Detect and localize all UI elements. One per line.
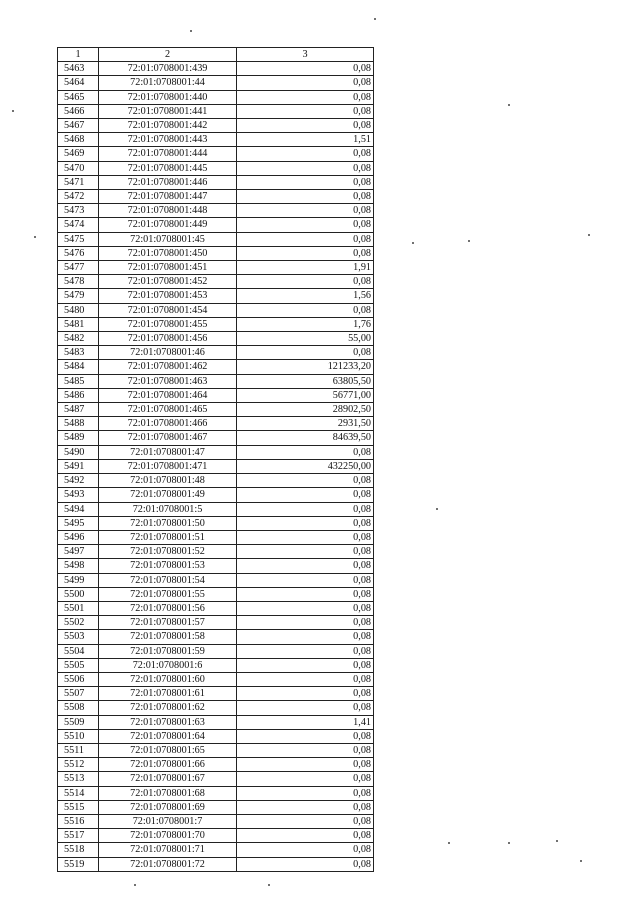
cadastral-number-cell: 72:01:0708001:48 xyxy=(99,474,237,488)
row-number-cell: 5477 xyxy=(58,261,99,275)
value-cell: 0,08 xyxy=(237,687,374,701)
row-number-cell: 5505 xyxy=(58,658,99,672)
table-row xyxy=(58,190,374,204)
row-number-cell: 5482 xyxy=(58,332,99,346)
table-row xyxy=(58,147,374,161)
header-col-2: 2 xyxy=(99,48,237,62)
value-cell: 1,56 xyxy=(237,289,374,303)
table-row xyxy=(58,687,374,701)
scan-speck xyxy=(374,18,376,20)
row-number-cell: 5503 xyxy=(58,630,99,644)
cadastral-number-cell: 72:01:0708001:450 xyxy=(99,246,237,260)
row-number-cell: 5513 xyxy=(58,772,99,786)
value-cell: 0,08 xyxy=(237,90,374,104)
cadastral-number-cell: 72:01:0708001:441 xyxy=(99,104,237,118)
value-cell: 0,08 xyxy=(237,530,374,544)
table-row xyxy=(58,403,374,417)
cadastral-number-cell: 72:01:0708001:455 xyxy=(99,317,237,331)
row-number-cell: 5514 xyxy=(58,786,99,800)
cadastral-number-cell: 72:01:0708001:62 xyxy=(99,701,237,715)
scan-speck xyxy=(268,884,270,886)
cadastral-number-cell: 72:01:0708001:467 xyxy=(99,431,237,445)
value-cell: 0,08 xyxy=(237,644,374,658)
value-cell: 0,08 xyxy=(237,701,374,715)
cadastral-number-cell: 72:01:0708001:444 xyxy=(99,147,237,161)
cadastral-number-cell: 72:01:0708001:59 xyxy=(99,644,237,658)
value-cell: 0,08 xyxy=(237,275,374,289)
value-cell: 0,08 xyxy=(237,758,374,772)
value-cell: 0,08 xyxy=(237,587,374,601)
row-number-cell: 5464 xyxy=(58,76,99,90)
table-row xyxy=(58,502,374,516)
cadastral-number-cell: 72:01:0708001:60 xyxy=(99,672,237,686)
scan-speck xyxy=(412,242,414,244)
row-number-cell: 5498 xyxy=(58,559,99,573)
table-row xyxy=(58,786,374,800)
cadastral-number-cell: 72:01:0708001:463 xyxy=(99,374,237,388)
value-cell: 63805,50 xyxy=(237,374,374,388)
cadastral-number-cell: 72:01:0708001:466 xyxy=(99,417,237,431)
value-cell: 56771,00 xyxy=(237,388,374,402)
value-cell: 0,08 xyxy=(237,843,374,857)
table-row xyxy=(58,701,374,715)
table-row xyxy=(58,715,374,729)
value-cell: 1,91 xyxy=(237,261,374,275)
table-row xyxy=(58,246,374,260)
table-row xyxy=(58,261,374,275)
value-cell: 1,41 xyxy=(237,715,374,729)
table-row xyxy=(58,232,374,246)
value-cell: 0,08 xyxy=(237,474,374,488)
scan-speck xyxy=(468,240,470,242)
row-number-cell: 5483 xyxy=(58,346,99,360)
row-number-cell: 5486 xyxy=(58,388,99,402)
cadastral-number-cell: 72:01:0708001:6 xyxy=(99,658,237,672)
table-row xyxy=(58,488,374,502)
row-number-cell: 5494 xyxy=(58,502,99,516)
value-cell: 0,08 xyxy=(237,246,374,260)
value-cell: 0,08 xyxy=(237,616,374,630)
row-number-cell: 5469 xyxy=(58,147,99,161)
cadastral-number-cell: 72:01:0708001:442 xyxy=(99,119,237,133)
scan-speck xyxy=(436,508,438,510)
cadastral-number-cell: 72:01:0708001:439 xyxy=(99,62,237,76)
scan-speck xyxy=(12,110,14,112)
row-number-cell: 5492 xyxy=(58,474,99,488)
table-row xyxy=(58,644,374,658)
table-row xyxy=(58,119,374,133)
table-row xyxy=(58,672,374,686)
value-cell: 0,08 xyxy=(237,630,374,644)
value-cell: 0,08 xyxy=(237,175,374,189)
row-number-cell: 5480 xyxy=(58,303,99,317)
cadastral-number-cell: 72:01:0708001:52 xyxy=(99,545,237,559)
cadastral-number-cell: 72:01:0708001:445 xyxy=(99,161,237,175)
row-number-cell: 5510 xyxy=(58,729,99,743)
row-number-cell: 5481 xyxy=(58,317,99,331)
row-number-cell: 5474 xyxy=(58,218,99,232)
value-cell: 0,08 xyxy=(237,346,374,360)
value-cell: 0,08 xyxy=(237,445,374,459)
row-number-cell: 5496 xyxy=(58,530,99,544)
row-number-cell: 5506 xyxy=(58,672,99,686)
value-cell: 0,08 xyxy=(237,516,374,530)
row-number-cell: 5479 xyxy=(58,289,99,303)
value-cell: 0,08 xyxy=(237,601,374,615)
value-cell: 0,08 xyxy=(237,119,374,133)
table-row xyxy=(58,857,374,871)
value-cell: 0,08 xyxy=(237,743,374,757)
row-number-cell: 5467 xyxy=(58,119,99,133)
value-cell: 0,08 xyxy=(237,658,374,672)
cadastral-number-cell: 72:01:0708001:50 xyxy=(99,516,237,530)
table-body xyxy=(58,62,374,872)
value-cell: 0,08 xyxy=(237,573,374,587)
table-row xyxy=(58,332,374,346)
row-number-cell: 5504 xyxy=(58,644,99,658)
value-cell: 28902,50 xyxy=(237,403,374,417)
cadastral-number-cell: 72:01:0708001:57 xyxy=(99,616,237,630)
table-row xyxy=(58,275,374,289)
row-number-cell: 5485 xyxy=(58,374,99,388)
row-number-cell: 5472 xyxy=(58,190,99,204)
cadastral-number-cell: 72:01:0708001:72 xyxy=(99,857,237,871)
table-row xyxy=(58,601,374,615)
row-number-cell: 5495 xyxy=(58,516,99,530)
value-cell: 0,08 xyxy=(237,545,374,559)
row-number-cell: 5466 xyxy=(58,104,99,118)
value-cell: 0,08 xyxy=(237,147,374,161)
cadastral-number-cell: 72:01:0708001:449 xyxy=(99,218,237,232)
table-row xyxy=(58,175,374,189)
table-row xyxy=(58,545,374,559)
header-col-3: 3 xyxy=(237,48,374,62)
value-cell: 2931,50 xyxy=(237,417,374,431)
cadastral-number-cell: 72:01:0708001:67 xyxy=(99,772,237,786)
value-cell: 55,00 xyxy=(237,332,374,346)
row-number-cell: 5473 xyxy=(58,204,99,218)
cadastral-number-cell: 72:01:0708001:55 xyxy=(99,587,237,601)
table-row xyxy=(58,360,374,374)
value-cell: 121233,20 xyxy=(237,360,374,374)
cadastral-number-cell: 72:01:0708001:64 xyxy=(99,729,237,743)
cadastral-number-cell: 72:01:0708001:46 xyxy=(99,346,237,360)
cadastral-number-cell: 72:01:0708001:66 xyxy=(99,758,237,772)
table-row xyxy=(58,658,374,672)
table-row xyxy=(58,417,374,431)
value-cell: 0,08 xyxy=(237,559,374,573)
table-row xyxy=(58,204,374,218)
row-number-cell: 5489 xyxy=(58,431,99,445)
value-cell: 0,08 xyxy=(237,161,374,175)
cadastral-number-cell: 72:01:0708001:69 xyxy=(99,800,237,814)
row-number-cell: 5488 xyxy=(58,417,99,431)
cadastral-number-cell: 72:01:0708001:453 xyxy=(99,289,237,303)
cadastral-number-cell: 72:01:0708001:45 xyxy=(99,232,237,246)
scan-speck xyxy=(448,842,450,844)
value-cell: 0,08 xyxy=(237,814,374,828)
table-row xyxy=(58,218,374,232)
row-number-cell: 5491 xyxy=(58,459,99,473)
cadastral-number-cell: 72:01:0708001:53 xyxy=(99,559,237,573)
table-row xyxy=(58,800,374,814)
table-row xyxy=(58,346,374,360)
value-cell: 0,08 xyxy=(237,76,374,90)
scan-speck xyxy=(588,234,590,236)
row-number-cell: 5484 xyxy=(58,360,99,374)
scan-speck xyxy=(134,884,136,886)
cadastral-number-cell: 72:01:0708001:54 xyxy=(99,573,237,587)
scan-speck xyxy=(508,842,510,844)
scan-speck xyxy=(556,840,558,842)
row-number-cell: 5516 xyxy=(58,814,99,828)
cadastral-number-cell: 72:01:0708001:44 xyxy=(99,76,237,90)
value-cell: 0,08 xyxy=(237,829,374,843)
row-number-cell: 5476 xyxy=(58,246,99,260)
table-header xyxy=(58,48,374,62)
cadastral-number-cell: 72:01:0708001:462 xyxy=(99,360,237,374)
cadastral-number-cell: 72:01:0708001:465 xyxy=(99,403,237,417)
row-number-cell: 5512 xyxy=(58,758,99,772)
cadastral-number-cell: 72:01:0708001:70 xyxy=(99,829,237,843)
row-number-cell: 5517 xyxy=(58,829,99,843)
table-row xyxy=(58,743,374,757)
table-row xyxy=(58,772,374,786)
scan-speck xyxy=(34,236,36,238)
table-row xyxy=(58,161,374,175)
table-row xyxy=(58,431,374,445)
table-row xyxy=(58,104,374,118)
value-cell: 0,08 xyxy=(237,190,374,204)
cadastral-number-cell: 72:01:0708001:56 xyxy=(99,601,237,615)
table-row xyxy=(58,530,374,544)
cadastral-number-cell: 72:01:0708001:456 xyxy=(99,332,237,346)
cadastral-number-cell: 72:01:0708001:5 xyxy=(99,502,237,516)
table-row xyxy=(58,630,374,644)
row-number-cell: 5518 xyxy=(58,843,99,857)
row-number-cell: 5468 xyxy=(58,133,99,147)
row-number-cell: 5497 xyxy=(58,545,99,559)
value-cell: 0,08 xyxy=(237,488,374,502)
cadastral-number-cell: 72:01:0708001:452 xyxy=(99,275,237,289)
value-cell: 1,76 xyxy=(237,317,374,331)
cadastral-number-cell: 72:01:0708001:68 xyxy=(99,786,237,800)
cadastral-number-cell: 72:01:0708001:447 xyxy=(99,190,237,204)
table-row xyxy=(58,616,374,630)
cadastral-number-cell: 72:01:0708001:61 xyxy=(99,687,237,701)
table-row xyxy=(58,303,374,317)
table-row xyxy=(58,587,374,601)
registry-table xyxy=(57,47,374,872)
header-col-1: 1 xyxy=(58,48,99,62)
cadastral-number-cell: 72:01:0708001:7 xyxy=(99,814,237,828)
table-row xyxy=(58,76,374,90)
table-row xyxy=(58,729,374,743)
row-number-cell: 5490 xyxy=(58,445,99,459)
cadastral-number-cell: 72:01:0708001:47 xyxy=(99,445,237,459)
row-number-cell: 5493 xyxy=(58,488,99,502)
table-row xyxy=(58,843,374,857)
value-cell: 432250,00 xyxy=(237,459,374,473)
row-number-cell: 5509 xyxy=(58,715,99,729)
row-number-cell: 5478 xyxy=(58,275,99,289)
table-row xyxy=(58,388,374,402)
value-cell: 0,08 xyxy=(237,672,374,686)
row-number-cell: 5508 xyxy=(58,701,99,715)
scan-speck xyxy=(508,104,510,106)
table-row xyxy=(58,289,374,303)
cadastral-number-cell: 72:01:0708001:451 xyxy=(99,261,237,275)
cadastral-number-cell: 72:01:0708001:58 xyxy=(99,630,237,644)
table-row xyxy=(58,474,374,488)
header-row xyxy=(58,48,374,62)
table-row xyxy=(58,758,374,772)
value-cell: 1,51 xyxy=(237,133,374,147)
cadastral-number-cell: 72:01:0708001:443 xyxy=(99,133,237,147)
row-number-cell: 5500 xyxy=(58,587,99,601)
row-number-cell: 5502 xyxy=(58,616,99,630)
cadastral-number-cell: 72:01:0708001:446 xyxy=(99,175,237,189)
row-number-cell: 5499 xyxy=(58,573,99,587)
value-cell: 0,08 xyxy=(237,729,374,743)
value-cell: 0,08 xyxy=(237,857,374,871)
scan-speck xyxy=(580,860,582,862)
cadastral-number-cell: 72:01:0708001:71 xyxy=(99,843,237,857)
value-cell: 84639,50 xyxy=(237,431,374,445)
row-number-cell: 5507 xyxy=(58,687,99,701)
cadastral-number-cell: 72:01:0708001:51 xyxy=(99,530,237,544)
table-row xyxy=(58,814,374,828)
cadastral-number-cell: 72:01:0708001:440 xyxy=(99,90,237,104)
cadastral-number-cell: 72:01:0708001:448 xyxy=(99,204,237,218)
table-row xyxy=(58,516,374,530)
table-row xyxy=(58,62,374,76)
value-cell: 0,08 xyxy=(237,800,374,814)
row-number-cell: 5463 xyxy=(58,62,99,76)
cadastral-number-cell: 72:01:0708001:464 xyxy=(99,388,237,402)
value-cell: 0,08 xyxy=(237,502,374,516)
table-row xyxy=(58,445,374,459)
scan-speck xyxy=(190,30,192,32)
value-cell: 0,08 xyxy=(237,204,374,218)
table-row xyxy=(58,133,374,147)
row-number-cell: 5475 xyxy=(58,232,99,246)
value-cell: 0,08 xyxy=(237,303,374,317)
value-cell: 0,08 xyxy=(237,62,374,76)
row-number-cell: 5515 xyxy=(58,800,99,814)
value-cell: 0,08 xyxy=(237,772,374,786)
table-row xyxy=(58,317,374,331)
row-number-cell: 5465 xyxy=(58,90,99,104)
table-row xyxy=(58,573,374,587)
cadastral-number-cell: 72:01:0708001:471 xyxy=(99,459,237,473)
cadastral-number-cell: 72:01:0708001:454 xyxy=(99,303,237,317)
row-number-cell: 5519 xyxy=(58,857,99,871)
row-number-cell: 5471 xyxy=(58,175,99,189)
value-cell: 0,08 xyxy=(237,218,374,232)
value-cell: 0,08 xyxy=(237,104,374,118)
table-row xyxy=(58,459,374,473)
table-row xyxy=(58,374,374,388)
cadastral-number-cell: 72:01:0708001:49 xyxy=(99,488,237,502)
row-number-cell: 5501 xyxy=(58,601,99,615)
cadastral-number-cell: 72:01:0708001:63 xyxy=(99,715,237,729)
row-number-cell: 5487 xyxy=(58,403,99,417)
value-cell: 0,08 xyxy=(237,786,374,800)
row-number-cell: 5470 xyxy=(58,161,99,175)
row-number-cell: 5511 xyxy=(58,743,99,757)
table-row xyxy=(58,559,374,573)
table-row xyxy=(58,90,374,104)
table-row xyxy=(58,829,374,843)
cadastral-number-cell: 72:01:0708001:65 xyxy=(99,743,237,757)
value-cell: 0,08 xyxy=(237,232,374,246)
